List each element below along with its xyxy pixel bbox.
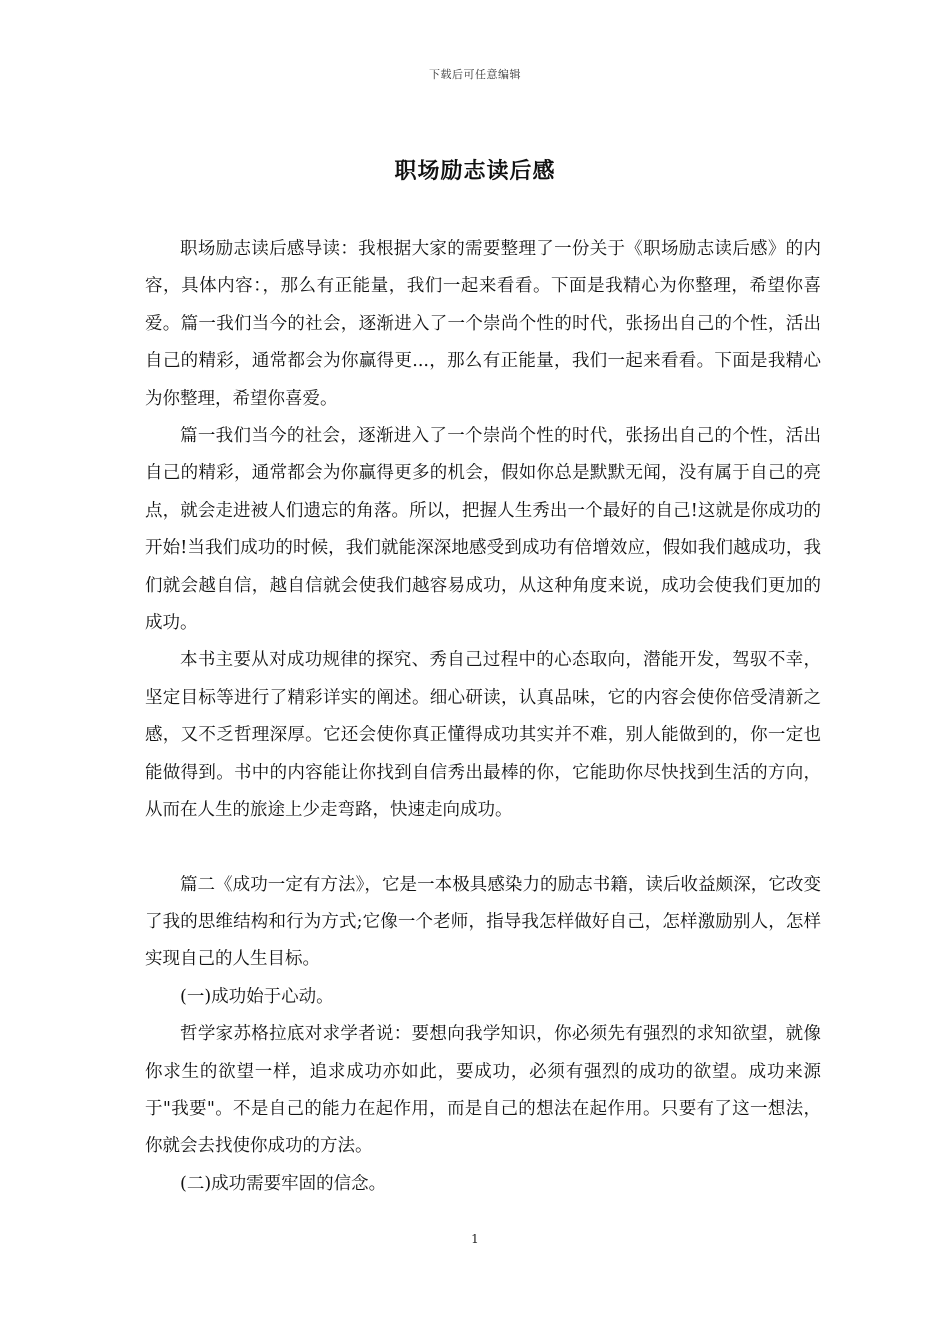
page-number: 1 — [471, 1232, 479, 1246]
section-heading-two: (二)成功需要牢固的信念。 — [180, 1173, 387, 1194]
header-note: 下载后可任意编辑 — [429, 68, 521, 81]
document-body — [145, 231, 821, 1203]
paragraph-socrates: 哲学家苏格拉底对求学者说：要想向我学知识，你必须先有强烈的求知欲望，就像你求生的欲望一样，追求成功亦如此，要成功，必须有强烈的成功的欲望。成功来源于"我要"。不是自己的能力在起作用，而是自己的想法在起作用。只要有了这一想法，你就会去找使你成功的方法。 — [145, 1024, 821, 1157]
paragraph-part-one: 篇一我们当今的社会，逐渐进入了一个崇尚个性的时代，张扬出自己的个性，活出自己的精彩，通常都会为你赢得更多的机会，假如你总是默默无闻，没有属于自己的亮点，就会走进被人们遗忘的角落。所以，把握人生秀出一个最好的自己!这就是你成功的开始!当我们成功的时候，我们就能深深地感受到成功有倍增效应，假如我们越成功，我们就会越自信，越自信就会使我们越容易成功，从这种角度来说，成功会使我们更加的成功。 — [145, 426, 821, 634]
document-title: 职场励志读后感 — [394, 158, 556, 184]
paragraph-part-two: 篇二《成功一定有方法》，它是一本极具感染力的励志书籍，读后收益颇深，它改变了我的思维结构和行为方式;它像一个老师，指导我怎样做好自己，怎样激励别人，怎样实现自己的人生目标。 — [145, 874, 821, 970]
paragraph-book-summary: 本书主要从对成功规律的探究、秀自己过程中的心态取向，潜能开发，驾驭不幸，坚定目标等进行了精彩详实的阐述。细心研读，认真品味，它的内容会使你倍受清新之感，又不乏哲理深厚。它还会使你真正懂得成功其实并不难，别人能做到的，你一定也能做得到。书中的内容能让你找到自信秀出最棒的你，它能助你尽快找到生活的方向，从而在人生的旅途上少走弯路，快速走向成功。 — [145, 650, 821, 821]
paragraph-intro: 职场励志读后感导读：我根据大家的需要整理了一份关于《职场励志读后感》的内容，具体内容：，那么有正能量，我们一起来看看。下面是我精心为你整理，希望你喜爱。篇一我们当今的社会，逐渐进入了一个崇尚个性的时代，张扬出自己的个性，活出自己的精彩，通常都会为你赢得更...，那么有正能量，我们一起来看看。下面是我精心为你整理，希望你喜爱。 — [145, 239, 821, 409]
section-heading-one: (一)成功始于心动。 — [180, 986, 334, 1007]
